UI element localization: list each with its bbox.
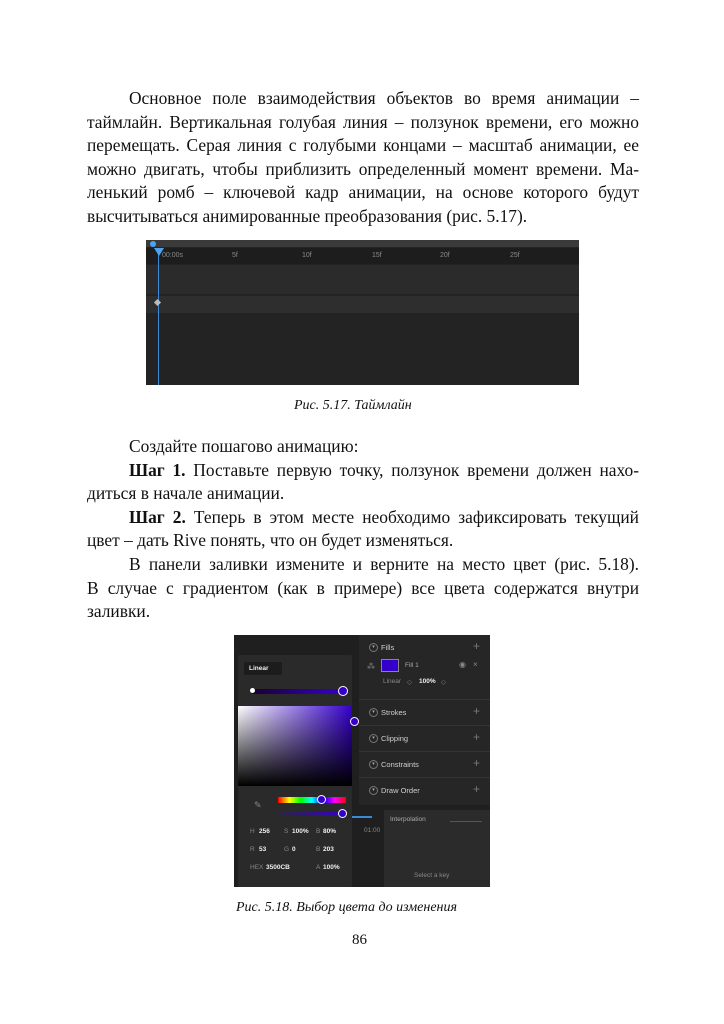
interpolation-panel (384, 810, 490, 887)
fill-mode[interactable]: Linear (383, 678, 402, 685)
r-value[interactable]: 53 (259, 846, 267, 853)
strokes-section[interactable] (359, 699, 490, 725)
step-1-text: Поставьте первую точку, ползунок времени должен нахо- (185, 459, 639, 480)
page-number: 86 (352, 932, 367, 948)
color-picker-figure (234, 635, 490, 887)
section-title: Constraints (381, 760, 419, 769)
gradient-stop-end[interactable] (338, 686, 348, 696)
h-value[interactable]: 256 (259, 828, 270, 835)
color-cursor[interactable] (350, 717, 359, 726)
text-line: ленький ромб – ключевой кадр анимации, на основе которого будут (87, 182, 639, 203)
eye-icon[interactable]: ◉ (459, 660, 466, 669)
tick-label: 15f (372, 252, 382, 259)
text-line: можно двигать, чтобы приблизить определенный момент времени. Ма- (87, 158, 639, 179)
chevron-down-icon[interactable]: ▾ (369, 734, 378, 743)
r-label: R (250, 846, 255, 853)
close-icon[interactable]: × (473, 660, 478, 669)
zoom-handle[interactable] (150, 241, 156, 247)
step-2-line-2: цвет – дать Rive понять, что он будет изменяться. (87, 530, 454, 551)
add-icon[interactable]: + (472, 782, 480, 796)
zoom-bar[interactable] (352, 816, 372, 818)
eyedropper-icon[interactable]: ✎ (254, 800, 262, 810)
clipping-section[interactable] (359, 725, 490, 751)
fill-opacity[interactable]: 100% (419, 678, 436, 685)
select-key-hint: Select a key (414, 872, 450, 879)
fills-title: Fills (381, 643, 395, 652)
timeline-figure (146, 240, 579, 385)
draw-order-section[interactable] (359, 777, 490, 803)
alpha-handle[interactable] (338, 809, 347, 818)
step-1-line (87, 459, 639, 483)
text-line: В случае с градиентом (как в примере) все цвета содержатся внутри (87, 577, 639, 598)
tick-label: 20f (440, 252, 450, 259)
blue-label: B (316, 846, 321, 853)
text-line: Основное поле взаимодействия объектов во время анимации – (129, 88, 639, 108)
a-label: A (316, 864, 321, 871)
s-value[interactable]: 100% (292, 828, 309, 835)
hue-handle[interactable] (317, 795, 326, 804)
text-line: таймлайн. Вертикальная голубая линия – ползунок времени, его можно (87, 111, 639, 132)
a-value[interactable]: 100% (323, 864, 340, 871)
playhead-handle[interactable] (154, 248, 164, 256)
add-icon[interactable]: + (472, 756, 480, 770)
fill-name[interactable]: Fill 1 (405, 662, 419, 669)
g-label: G (284, 846, 290, 853)
playhead-line[interactable] (158, 249, 159, 385)
alpha-slider[interactable] (278, 811, 346, 816)
step-2-line (87, 506, 639, 530)
hex-value[interactable]: 3500CB (266, 864, 290, 871)
color-popup (238, 655, 352, 887)
chevron-down-icon[interactable]: ▾ (369, 760, 378, 769)
hue-slider[interactable] (278, 797, 346, 803)
fills-section (359, 635, 490, 695)
figure-caption: Рис. 5.17. Таймлайн (294, 398, 412, 413)
step-2-text: Теперь в этом месте необходимо зафиксировать текущий (185, 506, 639, 527)
hex-label: HEX (250, 864, 264, 871)
section-title: Clipping (381, 734, 409, 743)
constraints-section[interactable] (359, 751, 490, 777)
g-value[interactable]: 0 (292, 846, 296, 853)
zoom-bar[interactable] (146, 240, 579, 247)
text-line: перемещать. Серая линия с голубыми концами – масштаб анимации, ее (87, 135, 639, 156)
step-1-label: Шаг 1. (129, 459, 186, 480)
step-2-label: Шаг 2. (129, 506, 186, 527)
fill-color-swatch[interactable] (381, 659, 399, 672)
steps-block (87, 435, 639, 624)
h-label: H (250, 828, 255, 835)
text-line: высчитываться анимированные преобразования (рис. 5.17). (87, 205, 528, 226)
s-label: S (284, 828, 289, 835)
timeline-row (146, 296, 579, 313)
chevron-down-icon[interactable]: ▾ (369, 643, 378, 652)
gradient-stop-start[interactable] (250, 688, 255, 693)
diamond-icon[interactable]: ◇ (441, 679, 446, 686)
tick-label: 10f (302, 252, 312, 259)
add-icon[interactable]: + (472, 730, 480, 744)
tick-label: 5f (232, 252, 238, 259)
time-label: 01:00 (364, 827, 381, 834)
timeline-row (146, 265, 579, 294)
drag-handle-icon[interactable]: ⁂ (367, 662, 375, 671)
tick-label: 25f (510, 252, 520, 259)
saturation-brightness-area[interactable] (238, 706, 352, 786)
gradient-type-label[interactable]: Linear (249, 665, 269, 672)
diamond-icon[interactable]: ◇ (407, 679, 412, 686)
figure-caption: Рис. 5.18. Выбор цвета до изменения (236, 900, 457, 915)
paragraph-timeline-description (87, 87, 639, 229)
chevron-down-icon[interactable]: ▾ (369, 786, 378, 795)
text-line: В панели заливки измените и верните на место цвет (рис. 5.18). (129, 553, 639, 574)
section-title: Draw Order (381, 786, 420, 795)
add-icon[interactable]: + (472, 704, 480, 718)
divider (450, 821, 482, 822)
b-value[interactable]: 80% (323, 828, 337, 835)
chevron-down-icon[interactable]: ▾ (369, 708, 378, 717)
step-1-line-2: диться в начале анимации. (87, 483, 285, 504)
add-fill-icon[interactable]: + (472, 639, 480, 653)
blue-value[interactable]: 203 (323, 846, 334, 853)
section-title: Strokes (381, 708, 407, 717)
tick-label: 00:00s (162, 252, 184, 259)
gradient-bar[interactable] (252, 689, 342, 694)
b-label: B (316, 828, 321, 835)
text-line: заливки. (87, 601, 151, 622)
text-line: Создайте пошагово анимацию: (129, 436, 359, 456)
interpolation-label: Interpolation (390, 816, 426, 823)
